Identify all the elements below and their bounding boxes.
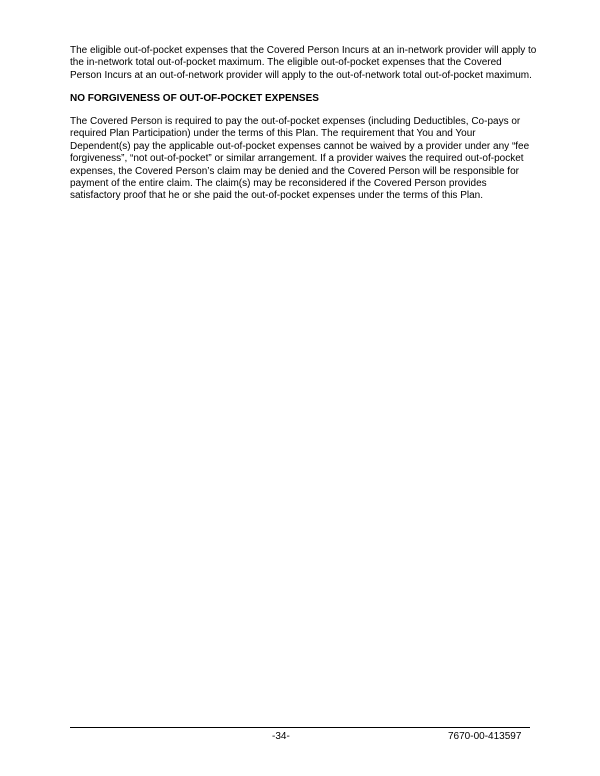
paragraph-line: forgiveness”, “not out-of-pocket” or similar arrangement. If a provider waives the required out-of-pocket: [70, 153, 524, 165]
section-heading: NO FORGIVENESS OF OUT-OF-POCKET EXPENSES: [70, 93, 319, 104]
paragraph-line: satisfactory proof that he or she paid the out-of-pocket expenses under the terms of this Plan.: [70, 190, 484, 202]
footer-divider: [70, 727, 530, 728]
paragraph-line: The eligible out-of-pocket expenses that the Covered Person Incurs at an in-network provider will apply to: [70, 45, 537, 56]
paragraph-line: The Covered Person is required to pay the out-of-pocket expenses (including Deductibles, Co-pays or: [70, 116, 521, 127]
paragraph-line: payment of the entire claim. The claim(s) may be reconsidered if the Covered Person provides: [70, 178, 487, 190]
paragraph-line: Dependent(s) pay the applicable out-of-pocket expenses cannot be waived by a provider under any “fee: [70, 140, 530, 152]
paragraph-out-of-pocket-maximum: [70, 45, 542, 82]
paragraph-line: required Plan Participation) under the terms of this Plan. The requirement that You and Your: [70, 128, 476, 140]
paragraph-line: Person Incurs at an out-of-network provider will apply to the out-of-network total out-of-pocket maximum.: [70, 69, 532, 81]
paragraph-line: the in-network total out-of-pocket maximum. The eligible out-of-pocket expenses that the Covered: [70, 57, 502, 69]
paragraph-no-forgiveness: [70, 116, 542, 203]
document-id: 7670-00-413597: [448, 731, 522, 742]
paragraph-line: expenses, the Covered Person’s claim may be denied and the Covered Person will be responsible for: [70, 165, 519, 177]
page-number: -34-: [272, 731, 290, 742]
